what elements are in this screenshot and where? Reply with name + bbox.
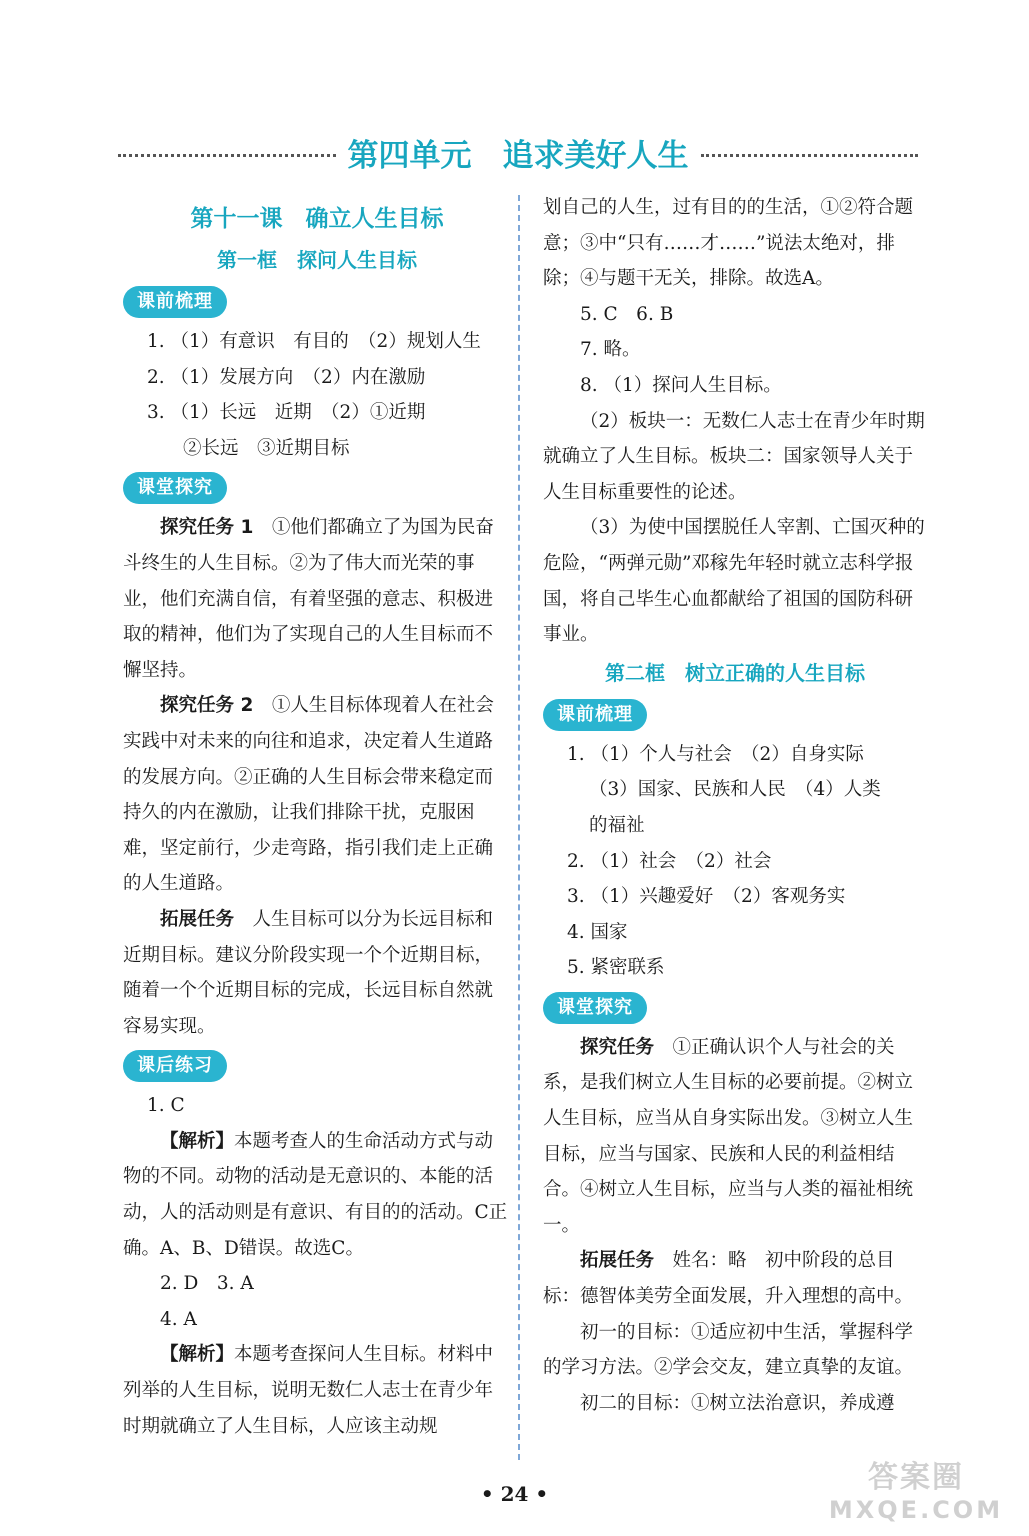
pre2-item-5: 5. 紧密联系 xyxy=(567,957,665,979)
extension2-label: 拓展任务 xyxy=(580,1250,655,1272)
pre-item-2: 2. （1）发展方向 （2）内在激励 xyxy=(147,366,426,388)
grade2-goals: 初二的目标：①树立法治意识，养成遵 xyxy=(580,1392,895,1414)
watermark xyxy=(821,1452,1011,1522)
explanation-1 xyxy=(123,1124,511,1266)
right-column xyxy=(543,190,927,1421)
dotted-rule-right xyxy=(701,154,919,157)
explanation-4-text: 本题考查探问人生目标。材料中列举的人生目标，说明无数仁人志士在青少年时期就确立了人生目标，人应该主动规 xyxy=(123,1344,494,1437)
pre2-item-1-cont: （3）国家、民族和人民 （4）人类 xyxy=(589,779,881,801)
frame1-title: 第一框 探问人生目标 xyxy=(217,248,417,272)
grade1-goals: 初一的目标：①适应初中生活，掌握科学的学习方法。②学会交友，建立真挚的友谊。 xyxy=(543,1321,914,1379)
explanation-label: 【解析】 xyxy=(160,1344,235,1366)
pre-item-3-cont: ②长远 ③近期目标 xyxy=(183,437,350,459)
watermark-logo: 答案圈 xyxy=(868,1460,964,1495)
answer-4: 4. A xyxy=(160,1308,197,1330)
pre2-item-1: 1. （1）个人与社会 （2）自身实际 xyxy=(567,743,864,765)
answer-8-2: （2）板块一：无数仁人志士在青少年时期就确立了人生目标。板块二：国家领导人关于人生目标重要性的论述。 xyxy=(543,410,925,503)
lesson-title: 第十一课 确立人生目标 xyxy=(190,206,444,232)
badge-pre-class-review: 课前梳理 xyxy=(123,286,227,318)
task2-text: ①人生目标体现着人在社会实践中对未来的向往和追求，决定着人生道路的发展方向。②正确的人生目标会带来稳定而持久的内在激励，让我们排除干扰，克服困难，坚定前行，少走弯路，指引我们走上正确的人生道路。 xyxy=(123,695,494,895)
dotted-rule-left xyxy=(118,154,336,157)
answer-8-3: （3）为使中国摆脱任人宰割、亡国灭种的危险，“两弹元勋”邓稼先年轻时就立志科学报国，将自己毕生心血都献给了祖国的国防科研事业。 xyxy=(543,517,925,646)
answer-2-3: 2. D 3. A xyxy=(160,1273,254,1295)
pre2-item-1-cont2: 的福祉 xyxy=(589,814,645,836)
explanation-1-text: 本题考查人的生命活动方式与动物的不同。动物的活动是无意识的、本能的活动，人的活动则是有意识、有目的的活动。C正确。A、B、D错误。故选C。 xyxy=(123,1130,508,1259)
extension-text: 人生目标可以分为长远目标和近期目标。建议分阶段实现一个个近期目标，随着一个个近期目标的完成，长远目标自然就容易实现。 xyxy=(123,908,494,1037)
frame2-title: 第二框 树立正确的人生目标 xyxy=(605,660,865,685)
badge-class-inquiry: 课堂探究 xyxy=(123,472,227,504)
unit-title-bar xyxy=(118,130,918,174)
page-number: • 24 • xyxy=(480,1482,549,1506)
task-paragraph xyxy=(543,1030,927,1244)
extension2-paragraph xyxy=(543,1243,927,1314)
left-column xyxy=(123,190,511,1444)
pre2-item-4: 4. 国家 xyxy=(567,921,628,943)
task2-paragraph xyxy=(123,688,511,902)
watermark-url: MXQE.COM xyxy=(828,1496,1004,1524)
answer-1: 1. C xyxy=(147,1095,185,1117)
task1-label: 探究任务 1 xyxy=(160,517,254,539)
unit-title: 第四单元 追求美好人生 xyxy=(347,137,689,174)
pre-item-3: 3. （1）长远 近期 （2）①近期 xyxy=(147,402,426,424)
explanation-4 xyxy=(123,1337,511,1444)
pre2-item-2: 2. （1）社会 （2）社会 xyxy=(567,850,772,872)
task1-text: ①他们都确立了为国为民奋斗终生的人生目标。②为了伟大而光荣的事业，他们充满自信，有着坚强的意志、积极进取的精神，他们为了实现自己的人生目标而不懈坚持。 xyxy=(123,517,494,681)
task1-paragraph xyxy=(123,510,511,688)
task-label: 探究任务 xyxy=(580,1036,655,1058)
badge-pre-class-review-2: 课前梳理 xyxy=(543,699,647,731)
answer-5-6: 5. C 6. B xyxy=(580,303,674,325)
task-text: ①正确认识个人与社会的关系，是我们树立人生目标的必要前提。②树立人生目标，应当从自身实际出发。③树立人生目标，应当与国家、民族和人民的利益相结合。④树立人生目标，应当与人类的福祉相统一。 xyxy=(543,1036,914,1236)
pre2-item-3: 3. （1）兴趣爱好 （2）客观务实 xyxy=(567,886,846,908)
column-divider xyxy=(518,195,520,1460)
explanation-4-cont: 划自己的人生，过有目的的生活，①②符合题意；③中“只有……才……”说法太绝对，排除；④与题干无关，排除。故选A。 xyxy=(543,197,914,290)
badge-after-class-practice: 课后练习 xyxy=(123,1050,227,1082)
task2-label: 探究任务 2 xyxy=(160,695,254,717)
extension2-text: 姓名：略 初中阶段的总目标：德智体美劳全面发展，升入理想的高中。 xyxy=(543,1250,914,1308)
extension-paragraph xyxy=(123,902,511,1044)
extension-label: 拓展任务 xyxy=(160,908,235,930)
answer-8-1: 8. （1）探问人生目标。 xyxy=(580,374,782,396)
explanation-label: 【解析】 xyxy=(160,1130,235,1152)
badge-class-inquiry-2: 课堂探究 xyxy=(543,992,647,1024)
pre-item-1: 1. （1）有意识 有目的 （2）规划人生 xyxy=(147,331,481,352)
answer-7: 7. 略。 xyxy=(580,339,641,361)
